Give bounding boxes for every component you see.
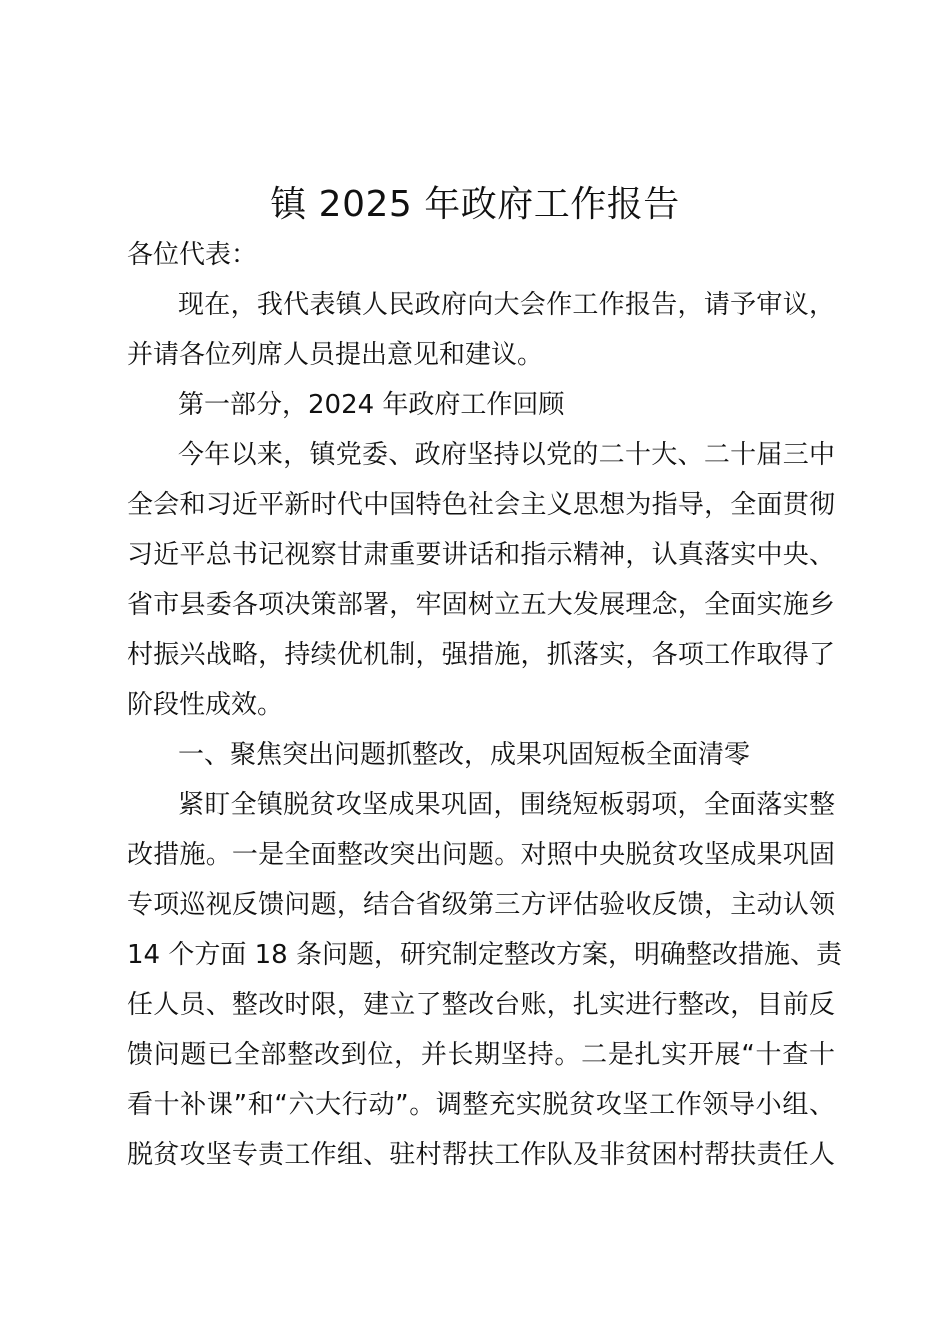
section1-line: 脱贫攻坚专责工作组、驻村帮扶工作队及非贫困村帮扶责任人 — [127, 1140, 835, 1170]
overview-line: 阶段性成效。 — [127, 690, 284, 720]
section1-line: 紧盯全镇脱贫攻坚成果巩固，围绕短板弱项，全面落实整 — [178, 790, 835, 820]
section1-line: 任人员、整改时限，建立了整改台账，扎实进行整改，目前反 — [127, 990, 835, 1020]
intro-line: 并请各位列席人员提出意见和建议。 — [127, 340, 544, 370]
section1-line: 改措施。一是全面整改突出问题。对照中央脱贫攻坚成果巩固 — [127, 840, 835, 870]
overview-line: 今年以来，镇党委、政府坚持以党的二十大、二十届三中 — [178, 440, 835, 470]
overview-line: 习近平总书记视察甘肃重要讲话和指示精神，认真落实中央、 — [127, 540, 835, 570]
overview-line: 全会和习近平新时代中国特色社会主义思想为指导，全面贯彻 — [127, 490, 835, 520]
intro-line: 现在，我代表镇人民政府向大会作工作报告，请予审议， — [178, 290, 835, 320]
section1-heading: 一、聚焦突出问题抓整改，成果巩固短板全面清零 — [178, 740, 751, 770]
part1-heading: 第一部分，2024 年政府工作回顾 — [178, 390, 565, 420]
overview-line: 村振兴战略，持续优机制，强措施，抓落实，各项工作取得了 — [127, 640, 835, 670]
document-title: 镇 2025 年政府工作报告 — [270, 184, 680, 225]
section1-line: 专项巡视反馈问题，结合省级第三方评估验收反馈，主动认领 — [127, 890, 835, 920]
salutation: 各位代表： — [127, 240, 258, 270]
section1-line: 看十补课”和“六大行动”。调整充实脱贫攻坚工作领导小组、 — [127, 1090, 835, 1120]
section1-line: 14 个方面 18 条问题，研究制定整改方案，明确整改措施、责 — [127, 940, 842, 970]
overview-line: 省市县委各项决策部署，牢固树立五大发展理念，全面实施乡 — [127, 590, 835, 620]
section1-line: 馈问题已全部整改到位，并长期坚持。二是扎实开展“十查十 — [127, 1040, 835, 1070]
